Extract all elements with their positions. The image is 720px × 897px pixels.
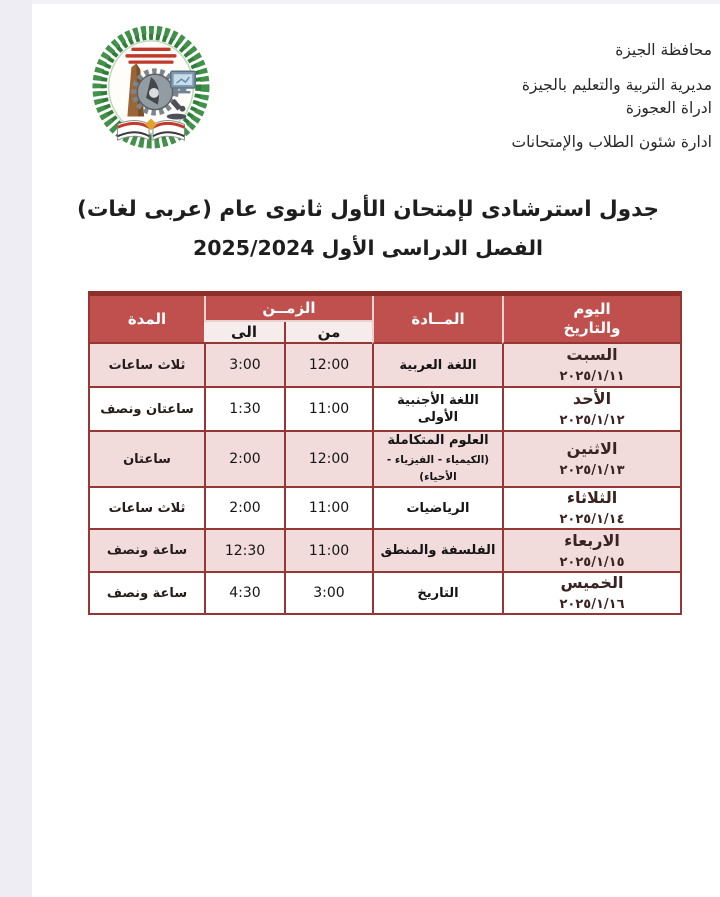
- header-time: الزمــن: [204, 296, 372, 322]
- header-day-line1: اليوم: [573, 300, 611, 318]
- time-from: 12:00: [308, 451, 350, 467]
- org-line-exams-department: ادارة شئون الطلاب والإمتحانات: [511, 133, 712, 151]
- time-from: 11:00: [308, 401, 350, 417]
- schedule-row-thursday: [90, 573, 680, 613]
- time-to: 4:30: [229, 585, 261, 601]
- header-duration: المدة: [90, 296, 204, 344]
- duration-cell: ثلاث ساعات: [90, 488, 204, 530]
- time-to: 3:00: [229, 357, 261, 373]
- org-line-governorate: محافظة الجيزة: [615, 41, 712, 59]
- giza-education-emblem-logo: [92, 26, 210, 150]
- day-name: الاربعاء: [564, 530, 620, 550]
- day-date: ٢٠٢٥/١/١٥: [559, 554, 625, 570]
- day-name: الخميس: [560, 573, 624, 592]
- gear-shape: [134, 71, 175, 112]
- day-name: السبت: [566, 345, 618, 364]
- duration-cell: ساعة ونصف: [90, 530, 204, 573]
- day-name: الأحد: [572, 389, 612, 408]
- schedule-row-sunday: [90, 388, 680, 432]
- day-date: ٢٠٢٥/١/١٣: [559, 463, 625, 478]
- schedule-row-saturday: [90, 344, 680, 388]
- day-name: الاثنين: [566, 439, 618, 458]
- time-from: 11:00: [308, 542, 350, 559]
- document-title: [32, 197, 704, 260]
- duration-cell: ساعتان ونصف: [90, 388, 204, 432]
- schedule-row-tuesday: [90, 488, 680, 530]
- header-time-from: من: [284, 322, 372, 344]
- logo-arabic-text-lines: [125, 48, 176, 64]
- emblem-graphic: [92, 26, 210, 150]
- subject-cell: التاريخ: [372, 573, 502, 613]
- subject-cell: الرياضيات: [372, 488, 502, 530]
- header-day-date: [502, 296, 680, 344]
- subject-cell: اللغة العربية: [372, 344, 502, 388]
- time-from: 11:00: [308, 500, 350, 516]
- time-to: 2:00: [229, 500, 261, 516]
- day-cell: [502, 432, 680, 488]
- exam-schedule-table: [88, 291, 682, 615]
- duration-cell: ثلاث ساعات: [90, 344, 204, 388]
- day-date: ٢٠٢٥/١/١٤: [559, 512, 625, 527]
- document-content: [32, 0, 720, 897]
- subject-cell: اللغة الأجنبية الأولى: [372, 388, 502, 432]
- day-cell: [502, 388, 680, 432]
- time-to: 1:30: [229, 401, 261, 417]
- day-cell: [502, 530, 680, 573]
- header-day-line2: والتاريخ: [563, 319, 621, 337]
- schedule-row-monday: [90, 432, 680, 488]
- time-from: 3:00: [313, 585, 345, 601]
- letterhead-org-block: [511, 40, 712, 153]
- title-line-semester: الفصل الدراسى الأول 2025/2024: [192, 236, 544, 260]
- duration-cell: ساعة ونصف: [90, 573, 204, 613]
- day-cell: [502, 344, 680, 388]
- header-subject: المــادة: [372, 296, 502, 344]
- subject-cell: الفلسفة والمنطق: [372, 530, 502, 573]
- subject-cell: [372, 432, 502, 488]
- day-date: ٢٠٢٥/١/١١: [559, 369, 625, 384]
- schedule-row-wednesday: [90, 530, 680, 573]
- time-to: 2:00: [229, 451, 261, 467]
- org-line-directorate: مديرية التربية والتعليم بالجيزة: [521, 76, 712, 94]
- day-cell: [502, 488, 680, 530]
- time-to: 12:30: [224, 542, 266, 559]
- day-name: الثلاثاء: [566, 488, 618, 507]
- title-line-exam: جدول استرشادى لإمتحان الأول ثانوى عام (عربى لغات): [77, 197, 659, 222]
- duration-cell: ساعتان: [90, 432, 204, 488]
- day-date: ٢٠٢٥/١/١٦: [559, 597, 625, 612]
- subject-line2: (الكيمياء - الفيزياء - الأحياء): [386, 454, 490, 483]
- time-from: 12:00: [308, 357, 350, 373]
- org-line-district: ادراة العجوزة: [625, 99, 712, 117]
- header-time-to: الى: [204, 322, 284, 344]
- day-cell: [502, 573, 680, 613]
- scan-margin-strip: [0, 0, 32, 897]
- day-date: ٢٠٢٥/١/١٢: [559, 413, 625, 428]
- subject-line1: العلوم المتكاملة: [387, 433, 489, 448]
